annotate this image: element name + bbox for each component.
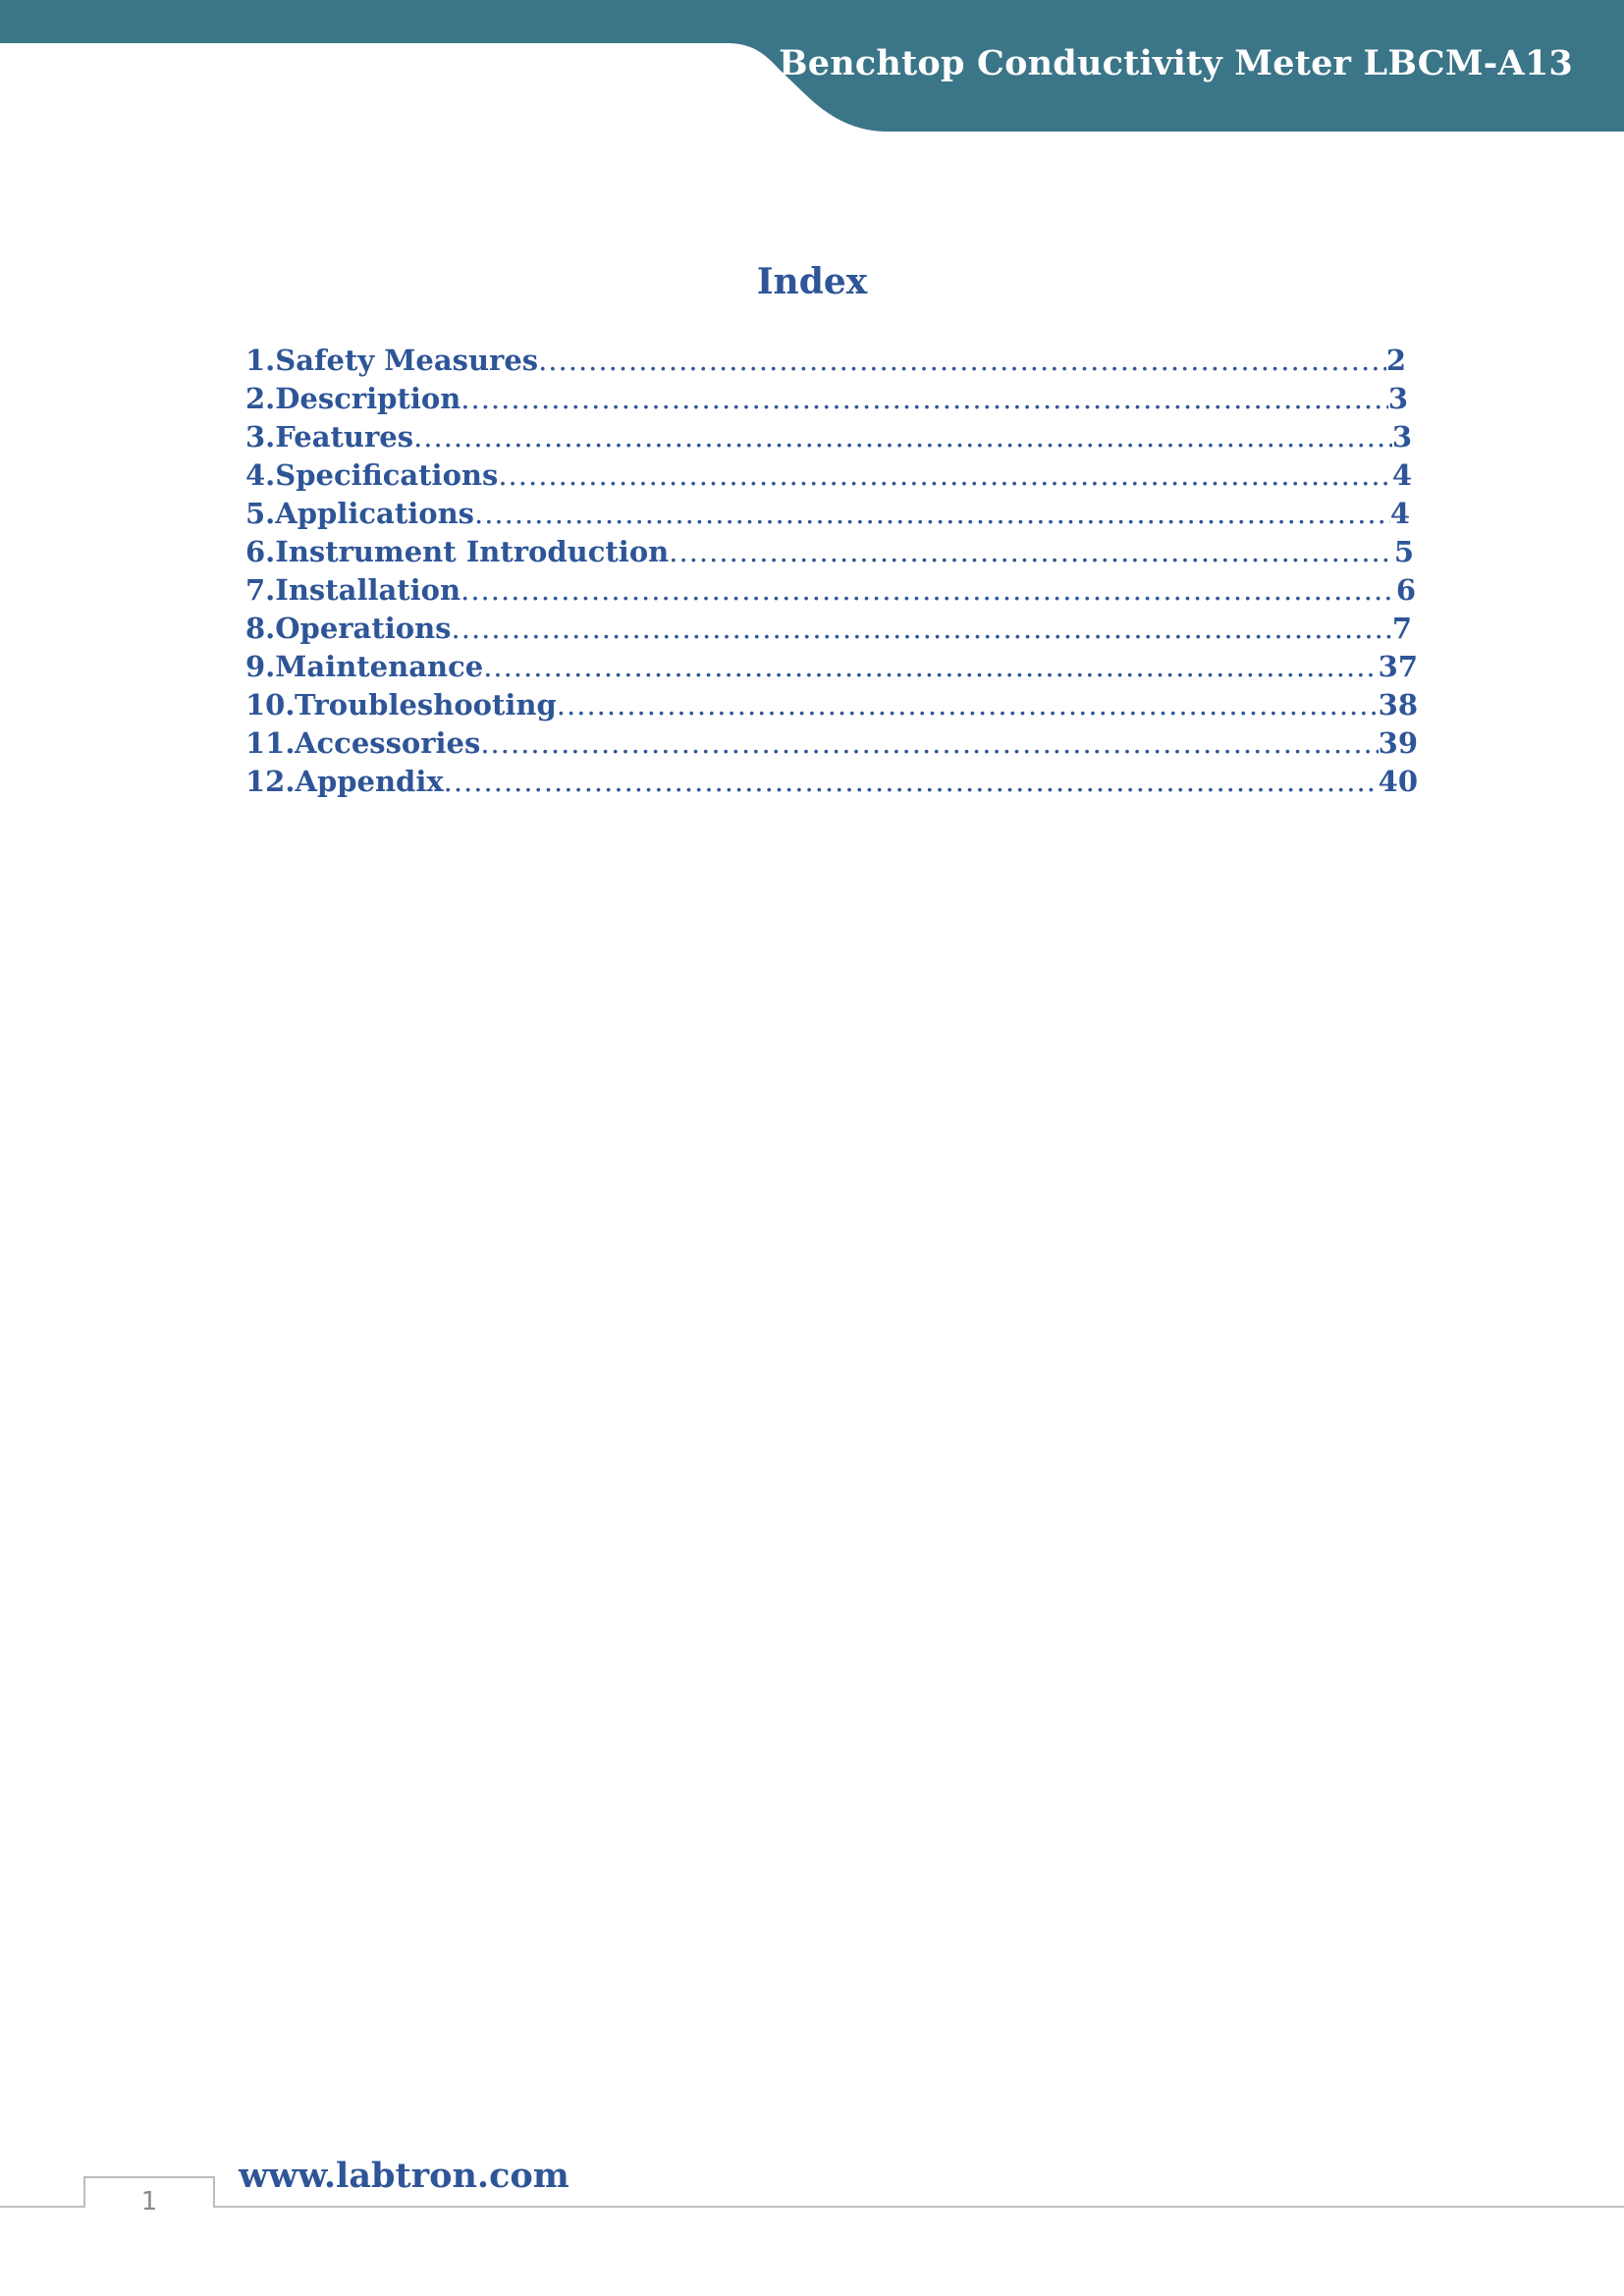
toc-entry-label: Appendix <box>295 765 444 798</box>
toc-entry-number: 7. <box>245 573 276 607</box>
toc-entry-page: 4 <box>1389 497 1410 530</box>
toc-dot-leader <box>557 688 1379 721</box>
index-title: Index <box>756 261 868 302</box>
toc-dot-leader <box>538 344 1386 377</box>
toc-dot-leader <box>444 765 1379 798</box>
toc-dot-leader <box>483 650 1378 683</box>
toc-entry-number: 9. <box>245 650 276 683</box>
toc-entry-troubleshooting[interactable] <box>245 688 1424 726</box>
page-number: 1 <box>140 2187 158 2216</box>
toc-dot-leader <box>480 726 1378 760</box>
toc-entry-number: 12. <box>245 765 296 798</box>
toc-entry-specifications[interactable] <box>245 458 1424 497</box>
footer-website-link[interactable]: www.labtron.com <box>239 2156 569 2196</box>
toc-entry-page: 37 <box>1378 650 1418 683</box>
toc-entry-page: 40 <box>1378 765 1418 798</box>
toc-entry-number: 1. <box>245 344 276 377</box>
toc-entry-number: 5. <box>245 497 276 530</box>
toc-entry-appendix[interactable] <box>245 765 1424 803</box>
document-header-title: Benchtop Conductivity Meter LBCM-A13 <box>779 43 1573 83</box>
toc-dot-leader <box>669 535 1394 568</box>
toc-entry-label: Maintenance <box>275 650 484 683</box>
toc-entry-description[interactable] <box>245 382 1424 420</box>
toc-entry-page: 7 <box>1391 612 1412 645</box>
toc-dot-leader <box>452 612 1392 645</box>
toc-entry-number: 3. <box>245 420 276 454</box>
toc-entry-label: Accessories <box>295 726 481 760</box>
toc-entry-number: 2. <box>245 382 276 415</box>
toc-entry-label: Specifications <box>275 458 499 492</box>
toc-entry-label: Safety Measures <box>275 344 539 377</box>
toc-entry-label: Applications <box>275 497 474 530</box>
toc-entry-instrument-introduction[interactable] <box>245 535 1424 573</box>
toc-entry-applications[interactable] <box>245 497 1424 535</box>
toc-entry-features[interactable] <box>245 420 1424 458</box>
toc-dot-leader <box>460 382 1388 415</box>
toc-entry-label: Features <box>275 420 414 454</box>
toc-entry-page: 6 <box>1395 573 1416 607</box>
toc-entry-page: 39 <box>1378 726 1418 760</box>
toc-entry-maintenance[interactable] <box>245 650 1424 688</box>
toc-entry-label: Description <box>275 382 461 415</box>
toc-entry-page: 38 <box>1378 688 1418 721</box>
toc-entry-page: 3 <box>1391 420 1412 454</box>
toc-entry-label: Installation <box>275 573 461 607</box>
toc-entry-safety-measures[interactable] <box>245 344 1424 382</box>
toc-entry-number: 6. <box>245 535 276 568</box>
toc-entry-page: 2 <box>1385 344 1406 377</box>
toc-entry-label: Operations <box>275 612 452 645</box>
toc-entry-label: Troubleshooting <box>295 688 557 721</box>
toc-dot-leader <box>474 497 1390 530</box>
toc-entry-operations[interactable] <box>245 612 1424 650</box>
toc-entry-number: 8. <box>245 612 276 645</box>
toc-entry-page: 5 <box>1393 535 1414 568</box>
toc-entry-installation[interactable] <box>245 573 1424 612</box>
toc-dot-leader <box>460 573 1396 607</box>
table-of-contents <box>245 344 1424 803</box>
toc-dot-leader <box>413 420 1392 454</box>
toc-entry-number: 4. <box>245 458 276 492</box>
toc-dot-leader <box>498 458 1391 492</box>
toc-entry-number: 10. <box>245 688 296 721</box>
toc-entry-label: Instrument Introduction <box>275 535 670 568</box>
toc-entry-page: 3 <box>1387 382 1408 415</box>
toc-entry-accessories[interactable] <box>245 726 1424 765</box>
toc-entry-number: 11. <box>245 726 296 760</box>
toc-entry-page: 4 <box>1391 458 1412 492</box>
